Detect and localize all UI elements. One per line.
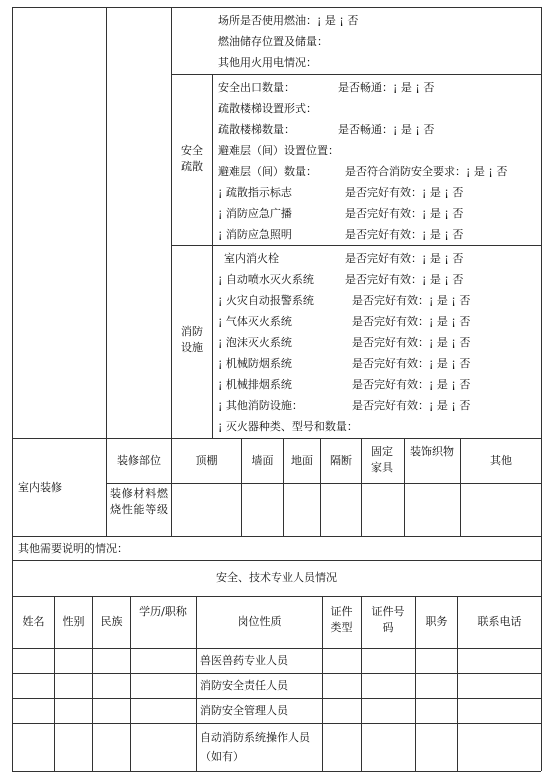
facilities-label: 消防 设施 (181, 325, 203, 354)
divider (212, 74, 213, 438)
divider (130, 596, 131, 771)
staff-row-role: 兽医兽药专业人员 (200, 654, 288, 667)
facility-row-right: 是否完好有效：¡ 是 ¡ 否 (352, 378, 471, 391)
evacuation-row-right: 是否完好有效：¡ 是 ¡ 否 (345, 207, 464, 220)
facility-row-left: ¡ 其他消防设施： (218, 399, 303, 412)
table-left-border (12, 7, 13, 771)
facility-row-right: 是否完好有效：¡ 是 ¡ 否 (345, 273, 464, 286)
facility-row-left: ¡ 灭火器种类、型号和数量： (218, 420, 358, 433)
evacuation-label: 安全 疏散 (181, 144, 203, 173)
evacuation-row-right: 是否完好有效：¡ 是 ¡ 否 (345, 228, 464, 241)
fire-use-other-line: 其他用火用电情况： (218, 56, 317, 69)
evacuation-row-right: 是否畅通：¡ 是 ¡ 否 (338, 81, 435, 94)
staff-row-role: 消防安全责任人员 (200, 679, 288, 692)
divider (12, 723, 541, 724)
evacuation-row-left: 疏散楼梯数量： (218, 123, 295, 136)
other-notes-label: 其他需要说明的情况： (18, 542, 128, 555)
decoration-col-fabric: 装饰织物 (410, 445, 454, 458)
divider (12, 438, 541, 439)
table-right-border (541, 7, 542, 771)
facility-row-left: ¡ 机械排烟系统 (218, 378, 292, 391)
fire-use-oil-line: 场所是否使用燃油：¡ 是 ¡ 否 (218, 14, 359, 27)
decoration-part-label: 装修部位 (117, 454, 161, 467)
evacuation-row-left: 疏散楼梯设置形式： (218, 102, 317, 115)
divider (12, 648, 541, 649)
divider (361, 438, 362, 536)
decoration-col-other: 其他 (490, 454, 512, 467)
facility-row-right: 是否完好有效：¡ 是 ¡ 否 (352, 357, 471, 370)
divider (322, 596, 323, 771)
decoration-material-label: 装修材料燃烧性能等级 (110, 487, 168, 516)
facility-row-left: ¡ 气体灭火系统 (218, 315, 292, 328)
table-bottom-border (12, 771, 541, 772)
staff-header-phone: 联系电话 (477, 615, 522, 628)
divider (171, 74, 541, 75)
facility-row-right: 是否完好有效：¡ 是 ¡ 否 (352, 399, 471, 412)
decoration-col-ceiling: 顶棚 (195, 454, 218, 467)
decoration-col-partition: 隔断 (330, 454, 352, 467)
staff-header-education: 学历/职称 (139, 605, 187, 618)
facility-row-left: 室内消火栓 (224, 252, 279, 265)
facility-row-left: ¡ 机械防烟系统 (218, 357, 292, 370)
evacuation-row-left: 避难层（间）设置位置： (218, 144, 339, 157)
divider (106, 7, 107, 438)
staff-header-name: 姓名 (22, 615, 45, 628)
staff-title: 安全、技术专业人员情况 (216, 571, 337, 584)
facility-row-left: ¡ 泡沫灭火系统 (218, 336, 292, 349)
divider (106, 483, 541, 484)
divider (361, 596, 362, 771)
fire-use-storage-line: 燃油储存位置及储量： (218, 35, 328, 48)
divider (12, 673, 541, 674)
table-top-border (12, 7, 541, 8)
facility-row-right: 是否完好有效：¡ 是 ¡ 否 (345, 252, 464, 265)
divider (171, 7, 172, 438)
decoration-col-floor: 地面 (291, 454, 313, 467)
evacuation-row-left: ¡ 消防应急照明 (218, 228, 292, 241)
facility-row-right: 是否完好有效：¡ 是 ¡ 否 (352, 315, 471, 328)
staff-header-gender: 性别 (62, 615, 85, 628)
divider (12, 698, 541, 699)
evacuation-row-right: 是否完好有效：¡ 是 ¡ 否 (345, 186, 464, 199)
evacuation-row-left: 安全出口数量： (218, 81, 295, 94)
evacuation-row-right: 是否符合消防安全要求：¡ 是 ¡ 否 (345, 165, 508, 178)
divider (12, 560, 541, 561)
evacuation-row-left: 避难层（间）数量： (218, 165, 317, 178)
evacuation-row-left: ¡ 消防应急广播 (218, 207, 292, 220)
divider (171, 245, 541, 246)
divider (404, 438, 405, 536)
staff-header-ethnicity: 民族 (100, 615, 123, 628)
staff-header-cert-no: 证件号码 (371, 605, 405, 634)
divider (12, 536, 541, 537)
staff-header-duty: 职务 (425, 615, 448, 628)
staff-header-cert-type: 证件类型 (330, 605, 353, 634)
decoration-col-wall: 墙面 (251, 454, 274, 467)
evacuation-row-right: 是否畅通：¡ 是 ¡ 否 (338, 123, 435, 136)
evacuation-row-left: ¡ 疏散指示标志 (218, 186, 292, 199)
decoration-label: 室内装修 (18, 481, 62, 494)
staff-row-role: 消防安全管理人员 (200, 704, 288, 717)
facility-row-right: 是否完好有效：¡ 是 ¡ 否 (352, 336, 471, 349)
facility-row-right: 是否完好有效：¡ 是 ¡ 否 (352, 294, 471, 307)
staff-row-role: 自动消防系统操作人员（如有） (200, 731, 310, 763)
staff-header-position: 岗位性质 (237, 615, 282, 628)
facility-row-left: ¡ 火灾自动报警系统 (218, 294, 314, 307)
decoration-col-furniture: 固定家具 (371, 445, 393, 474)
facility-row-left: ¡ 自动喷水灭火系统 (218, 273, 314, 286)
